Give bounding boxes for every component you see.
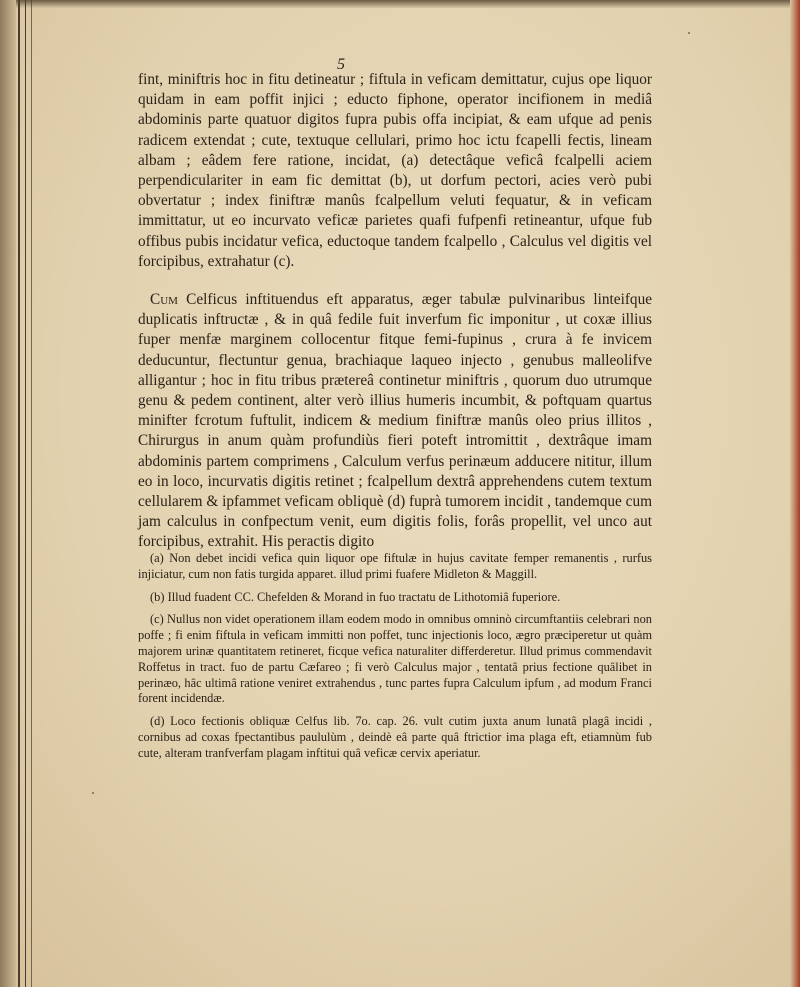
footnote-d — [138, 714, 652, 761]
page-top-edge — [0, 0, 800, 8]
page-right-edge — [790, 0, 800, 987]
binding-rule — [18, 0, 20, 987]
footnote-text: Nullus non videt operationem illam eodem modo in omnibus omninò circumftantiis celebrari non poffe ; fi enim fiftula in veficam immitti non poffet, tunc injectionis loco, ægro præciperetur ut quàm majorem urinæ quantitatem retineret, ficque vefica naturaliter differderetur. Illud primus commendavit Roffetus in tract. fuo de partu Cæfareo ; fi verò Calculus major , tentatâ prius fectione quâlibet in perinæo, hâc ultimâ ratione veniret extrahendus , tunc partes fupra Calculum ipfum , ad modum Franci forent incidendæ. — [138, 612, 653, 706]
footnotes — [138, 551, 652, 769]
footnote-a — [138, 551, 652, 583]
footnote-b — [138, 590, 652, 606]
footnote-mark: (c) — [150, 612, 164, 627]
footnote-mark: (a) — [150, 551, 164, 565]
body-paragraph-2 — [138, 290, 652, 553]
footnote-text: Non debet incidi vefica quin liquor ope fiftulæ in hujus cavitate femper remanentis , rurfus injiciatur, cum non fatis turgida apparet. illud primi fuafere Midleton & Maggill. — [138, 551, 652, 581]
body-paragraph-1: fint, miniftris hoc in fitu detineatur ; fiftula in veficam demittatur, cujus ope liquor quidam in eam poffit injici ; educto fiphone, operator incifionem in mediâ abdominis parte quatuor digitos fupra pubis offa incipiat, & eam ufque ad penis radicem extendat ; cute, textuque cellulari, primo hoc ictu fcapelli fectis, lineam albam ; eâdem fere ratione, incidat, (a) detectâque veficâ fcalpelli aciem perpendiculariter in eam fic demittat (b), ut dorfum pectori, acies verò pubi obvertatur ; index finiftræ manûs fcalpellum veluti fequatur, & in veficam immittatur, ut eo incurvato veficæ parietes quafi fufpenfi retineantur, ufque fub offibus pubis incidatur vefica, eductoque tandem fcalpello , Calculus vel digitis vel forcipibus, extrahatur (c). — [138, 71, 652, 270]
paper-speck — [92, 792, 94, 794]
paper-speck — [688, 32, 690, 34]
footnote-text: Illud fuadent CC. Chefelden & Morand in fuo tractatu de Lithotomiâ fuperiore. — [167, 589, 561, 604]
footnote-text: Loco fectionis obliquæ Celfus lib. 7o. cap. 26. vult cutim juxta anum lunatâ plagâ incidi , cornibus ad coxas fpectantibus paululùm , deindè eâ parte quâ ftrictior ima plaga eft, etiamnùm fub cute, alteram tranfverfam plagam inftitui quâ veficæ cervix aperiatur. — [138, 714, 652, 760]
page-number: 5 — [337, 56, 345, 73]
paragraph-lead-word: Cum — [150, 291, 178, 308]
footnote-mark: (b) — [150, 589, 165, 604]
paragraph-2-text: Celficus inftituendus eft apparatus, æger tabulæ pulvinaribus linteifque duplicatis inftructæ , & in quâ fedile fuit inverfum fic imponitur , ut coxæ illius fuper menfæ marginem collocentur fitque femi-fupinus , crura à fe invicem deducuntur, flectuntur genua, brachiaque laqueo injecto , genubus malleolifve alligantur ; hoc in fitu tribus prætereâ continetur miniftris , quorum duo utrumque genu & pedem continent, alter verò illius humeris incumbit, & poftquam quartus minifter fcrotum fuftulit, indicem & medium finiftræ manûs oleo prius illitos , Chirurgus in anum quàm profundiùs fieri poteft intromittit , dextrâque imam abdominis partem comprimens , Calculum verfus perinæum adducere nititur, illum eo in loco, incurvatis digitis retinet ; fcalpellum dextrâ apprehendens cutem textum cellularem & ipfammet veficam obliquè (d) fuprà tumorem incidit , tandemque cum jam calculus in confpectum venit, eum digitis folis, forâs propellit, vel unco aut forcipibus, extrahit. His peractis digito — [138, 291, 653, 551]
binding-rule — [25, 0, 26, 987]
binding-rule — [31, 0, 32, 987]
page-gutter — [0, 0, 16, 987]
footnote-mark: (d) — [150, 714, 165, 729]
footnote-c — [138, 612, 652, 707]
